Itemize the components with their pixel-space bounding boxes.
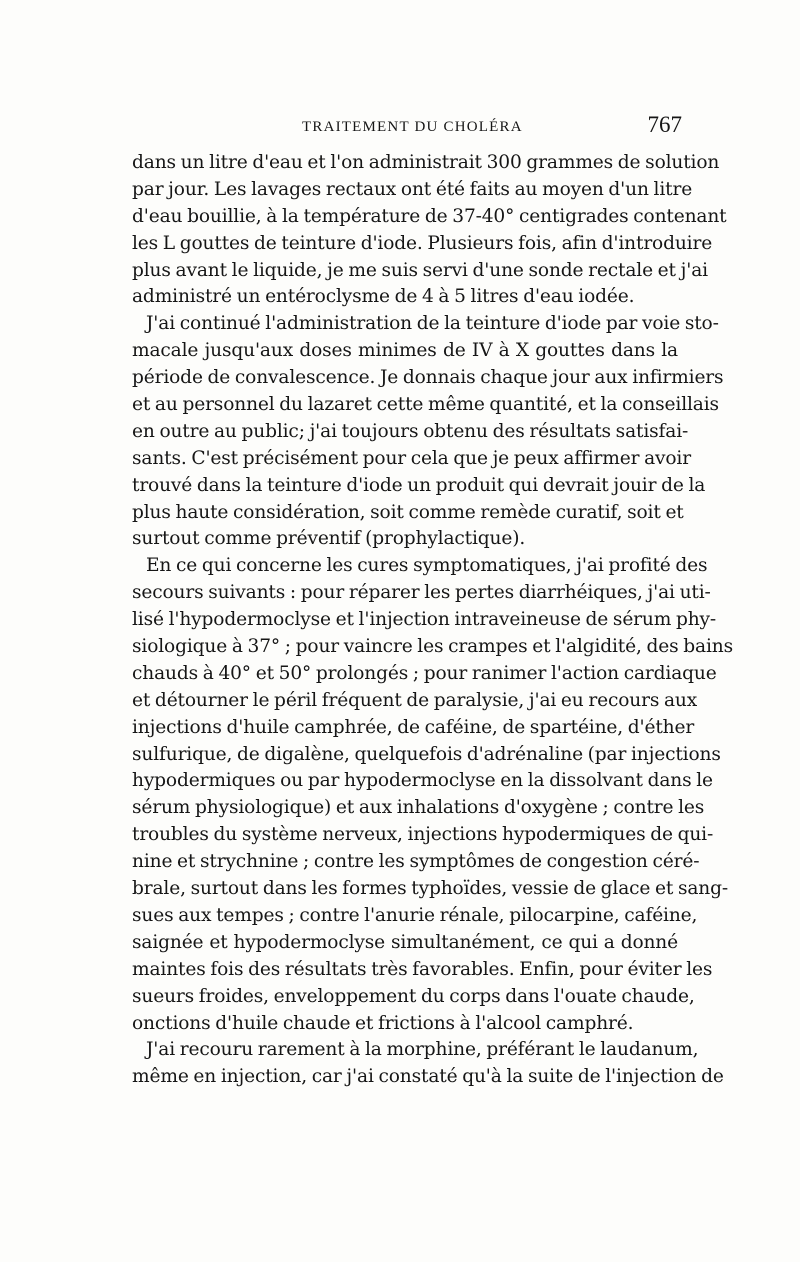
text-line: et au personnel du lazaret cette même quantité, et la conseillais bbox=[132, 394, 719, 416]
text-line: sants. C'est précisément pour cela que je peux affirmer avoir bbox=[132, 447, 691, 469]
text-line: J'ai continué l'administration de la teinture d'iode par voie sto- bbox=[146, 313, 719, 335]
text-line: sérum physiologique) et aux inhalations d'oxygène ; contre les bbox=[132, 797, 705, 819]
text-line: trouvé dans la teinture d'iode un produit qui devrait jouir de la bbox=[132, 474, 706, 496]
text-line: injections d'huile camphrée, de caféine, de spartéine, d'éther bbox=[132, 716, 695, 738]
text-line: et détourner le péril fréquent de paralysie, j'ai eu recours aux bbox=[132, 689, 698, 711]
body-text bbox=[132, 150, 733, 1091]
text-line: même en injection, car j'ai constaté qu'à la suite de l'injection de bbox=[132, 1066, 724, 1088]
text-line: lisé l'hypodermoclyse et l'injection intraveineuse de sérum phy- bbox=[132, 609, 717, 631]
text-line: en outre au public; j'ai toujours obtenu des résultats satisfai- bbox=[132, 420, 689, 442]
text-line: surtout comme préventif (prophylactique). bbox=[132, 528, 526, 550]
text-line: saignée et hypodermoclyse simultanément, ce qui a donné bbox=[132, 931, 678, 953]
text-line: d'eau bouillie, à la température de 37-40° centigrades contenant bbox=[132, 205, 727, 227]
text-line: plus avant le liquide, je me suis servi d'une sonde rectale et j'ai bbox=[132, 259, 708, 281]
text-line: administré un entéroclysme de 4 à 5 litres d'eau iodée. bbox=[132, 286, 635, 308]
text-line: siologique à 37° ; pour vaincre les crampes et l'algidité, des bains bbox=[132, 636, 733, 658]
text-line: dans un litre d'eau et l'on administrait 300 grammes de solution bbox=[132, 152, 720, 173]
text-line: chauds à 40° et 50° prolongés ; pour ranimer l'action cardiaque bbox=[132, 662, 717, 684]
text-line: plus haute considération, soit comme remède curatif, soit et bbox=[132, 501, 684, 523]
text-line: sueurs froides, enveloppement du corps dans l'ouate chaude, bbox=[132, 985, 695, 1007]
text-line: En ce qui concerne les cures symptomatiques, j'ai profité des bbox=[146, 555, 708, 577]
text-line: macale jusqu'aux doses minimes de IV à X gouttes dans la bbox=[132, 340, 678, 362]
page-header bbox=[122, 112, 682, 142]
text-line: maintes fois des résultats très favorables. Enfin, pour éviter les bbox=[132, 958, 713, 980]
text-line: troubles du système nerveux, injections hypodermiques de qui- bbox=[132, 824, 714, 846]
text-line: nine et strychnine ; contre les symptômes de congestion céré- bbox=[132, 851, 700, 873]
text-line: les L gouttes de teinture d'iode. Plusieurs fois, afin d'introduire bbox=[132, 232, 713, 254]
text-line: sues aux tempes ; contre l'anurie rénale, pilocarpine, caféine, bbox=[132, 904, 698, 926]
running-title: TRAITEMENT DU CHOLÉRA bbox=[302, 119, 523, 135]
text-line: secours suivants : pour réparer les pertes diarrhéiques, j'ai uti- bbox=[132, 582, 711, 604]
text-line: hypodermiques ou par hypodermoclyse en la dissolvant dans le bbox=[132, 770, 713, 792]
text-line: période de convalescence. Je donnais chaque jour aux infirmiers bbox=[132, 367, 724, 389]
text-line: J'ai recouru rarement à la morphine, préférant le laudanum, bbox=[146, 1039, 699, 1061]
text-line: par jour. Les lavages rectaux ont été faits au moyen d'un litre bbox=[132, 178, 693, 200]
text-line: sulfurique, de digalène, quelquefois d'adrénaline (par injections bbox=[132, 743, 721, 765]
text-line: brale, surtout dans les formes typhoïdes, vessie de glace et sang- bbox=[132, 878, 729, 900]
page-number: 767 bbox=[647, 112, 682, 137]
text-line: onctions d'huile chaude et frictions à l'alcool camphré. bbox=[132, 1012, 634, 1034]
